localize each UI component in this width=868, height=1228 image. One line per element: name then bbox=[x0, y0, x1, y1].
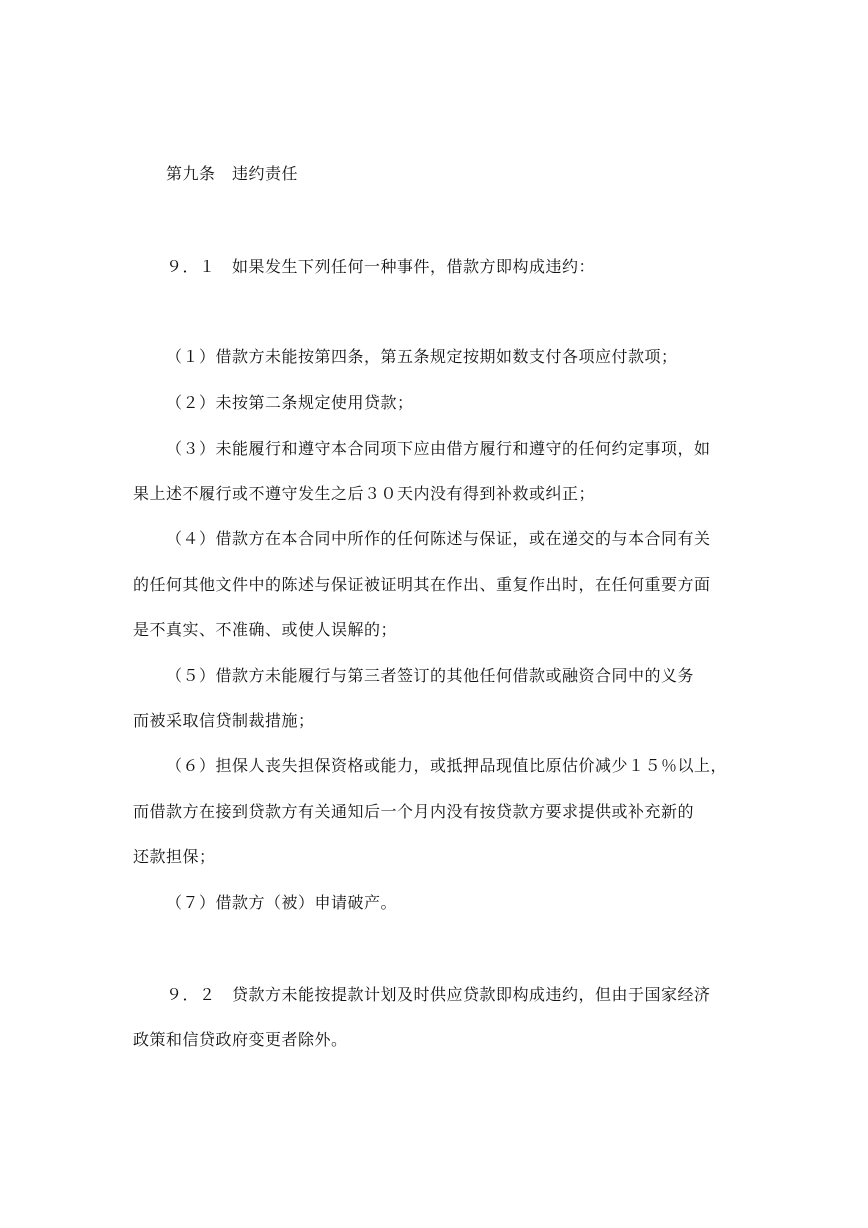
clause-item-5-line-2: 而被采取信贷制裁措施； bbox=[133, 711, 315, 730]
clause-9-2-line-2: 政策和信贷政府变更者除外。 bbox=[133, 1030, 348, 1049]
article-heading: 第九条 违约责任 bbox=[166, 164, 299, 183]
clause-item-6-line-1: （６）担保人丧失担保资格或能力，或抵押品现值比原估价减少１５％以上， bbox=[166, 756, 728, 775]
clause-item-3-line-1: （３）未能履行和遵守本合同项下应由借方履行和遵守的任何约定事项，如 bbox=[166, 439, 711, 458]
clause-item-6-line-2: 而借款方在接到贷款方有关通知后一个月内没有按贷款方要求提供或补充新的 bbox=[133, 802, 695, 821]
clause-item-5-line-1: （５）借款方未能履行与第三者签订的其他任何借款或融资合同中的义务 bbox=[166, 666, 695, 685]
clause-item-7-line-1: （７）借款方（被）申请破产。 bbox=[166, 893, 398, 912]
clause-9-2-line-1: ９．２ 贷款方未能按提款计划及时供应贷款即构成违约，但由于国家经济 bbox=[166, 985, 711, 1004]
clause-item-3-line-2: 果上述不履行或不遵守发生之后３０天内没有得到补救或纠正； bbox=[133, 484, 596, 503]
clause-item-4-line-1: （４）借款方在本合同中所作的任何陈述与保证，或在递交的与本合同有关 bbox=[166, 529, 711, 548]
clause-item-1-line-1: （１）借款方未能按第四条，第五条规定按期如数支付各项应付款项； bbox=[166, 347, 678, 366]
clause-item-4-line-2: 的任何其他文件中的陈述与保证被证明其在作出、重复作出时，在任何重要方面 bbox=[133, 575, 711, 594]
clause-item-2-line-1: （２）未按第二条规定使用贷款； bbox=[166, 393, 414, 412]
clause-item-4-line-3: 是不真实、不准确、或使人误解的； bbox=[133, 620, 398, 639]
clause-9-1-intro: ９．１ 如果发生下列任何一种事件，借款方即构成违约： bbox=[166, 257, 596, 276]
clause-item-6-line-3: 还款担保； bbox=[133, 847, 216, 866]
